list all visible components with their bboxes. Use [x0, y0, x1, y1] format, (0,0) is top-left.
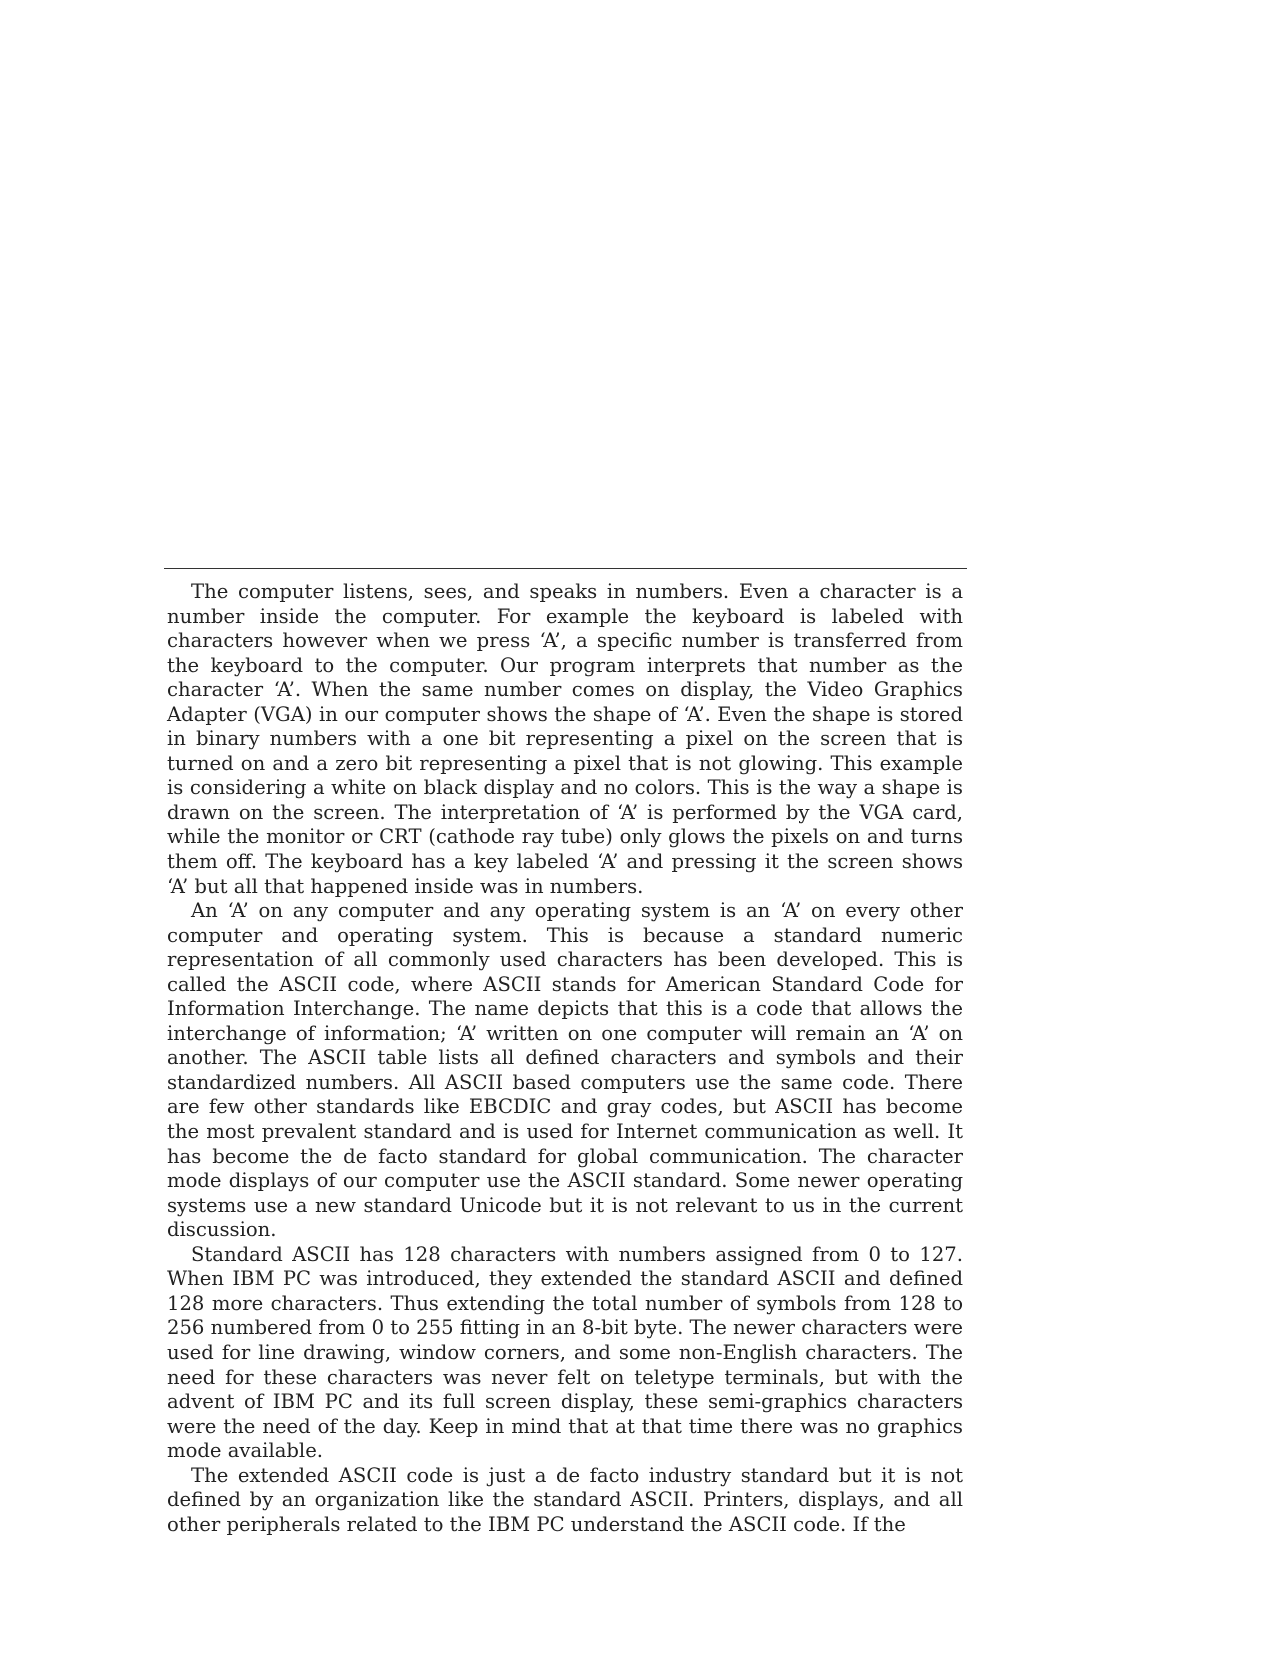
paragraph: The extended ASCII code is just a de facto industry standard but it is not defined by an organization like the standard ASCII. Printers, displays, and all other peripherals related to the IBM PC understand the ASCII code. If the: [167, 1463, 963, 1536]
body-text: [167, 580, 963, 1537]
paragraph: An ‘A’ on any computer and any operating system is an ‘A’ on every other computer and operating system. This is because a standard numeric representation of all commonly used characters has been developed. This is called the ASCII code, where ASCII stands for American Standard Code for Information Interchange. The name depicts that this is a code that allows the interchange of information; ‘A’ written on one computer will remain an ‘A’ on another. The ASCII table lists all defined characters and symbols and their standardized numbers. All ASCII based computers use the same code. There are few other standards like EBCDIC and gray codes, but ASCII has become the most prevalent standard and is used for Internet communication as well. It has become the de facto standard for global communication. The character mode displays of our computer use the ASCII standard. Some newer operating systems use a new standard Unicode but it is not relevant to us in the current discussion.: [167, 899, 963, 1242]
paragraph: Standard ASCII has 128 characters with numbers assigned from 0 to 127. When IBM PC was introduced, they extended the standard ASCII and defined 128 more characters. Thus extending the total number of symbols from 128 to 256 numbered from 0 to 255 fitting in an 8-bit byte. The newer characters were used for line drawing, window corners, and some non-English characters. The need for these characters was never felt on teletype terminals, but with the advent of IBM PC and its full screen display, these semi-graphics characters were the need of the day. Keep in mind that at that time there was no graphics mode available.: [167, 1242, 963, 1463]
header-rule: [164, 568, 967, 569]
paragraph: The computer listens, sees, and speaks in numbers. Even a character is a number inside the computer. For example the keyboard is labeled with characters however when we press ‘A’, a specific number is transferred from the keyboard to the computer. Our program interprets that number as the character ‘A’. When the same number comes on display, the Video Graphics Adapter (VGA) in our computer shows the shape of ‘A’. Even the shape is stored in binary numbers with a one bit representing a pixel on the screen that is turned on and a zero bit representing a pixel that is not glowing. This example is considering a white on black display and no colors. This is the way a shape is drawn on the screen. The interpretation of ‘A’ is performed by the VGA card, while the monitor or CRT (cathode ray tube) only glows the pixels on and turns them off. The keyboard has a key labeled ‘A’ and pressing it the screen shows ‘A’ but all that happened inside was in numbers.: [167, 580, 963, 898]
